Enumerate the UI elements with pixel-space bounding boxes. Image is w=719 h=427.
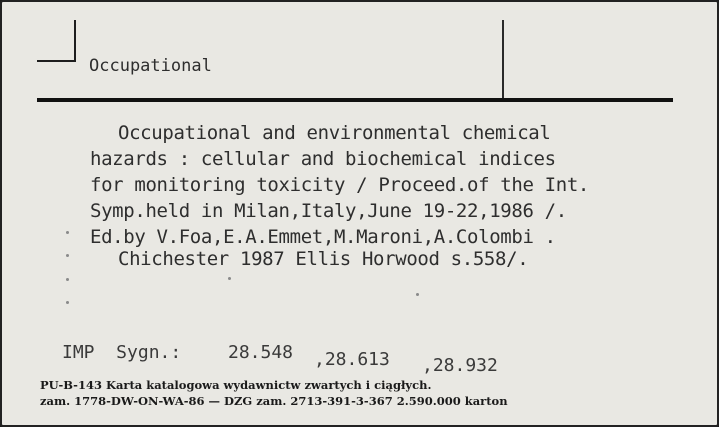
paper-speck <box>66 278 69 281</box>
description-line-3: for monitoring toxicity / Proceed.of the Int. <box>90 174 590 196</box>
printer-footer-line-2: zam. 1778-DW-ON-WA-86 — DZG zam. 2713-391-3-367 2.590.000 karton <box>40 394 508 408</box>
header-rule <box>37 98 673 102</box>
paper-speck <box>66 301 69 304</box>
signature-number-2: ,28.613 <box>314 349 390 370</box>
description-line-6: Chichester 1987 Ellis Horwood s.558/. <box>118 248 529 270</box>
description-line-5: Ed.by V.Foa,E.A.Emmet,M.Maroni,A.Colombi . <box>90 226 556 248</box>
paper-speck <box>66 254 69 257</box>
signature-number-3: ,28.932 <box>422 355 498 376</box>
header-column-divider <box>502 20 504 100</box>
paper-speck <box>66 231 69 234</box>
card-corner-mark-horizontal <box>37 60 76 62</box>
description-line-2: hazards : cellular and biochemical indices <box>90 148 556 170</box>
printer-footer-line-1: PU-B-143 Karta katalogowa wydawnictw zwartych i ciągłych. <box>40 378 432 392</box>
card-corner-mark <box>74 20 76 62</box>
signature-number-1: 28.548 <box>228 342 294 363</box>
subject-heading: Occupational <box>89 56 212 76</box>
description-line-1: Occupational and environmental chemical <box>118 122 551 144</box>
paper-speck <box>416 293 419 296</box>
paper-speck <box>228 277 231 280</box>
description-line-4: Symp.held in Milan,Italy,June 19-22,1986 /. <box>90 200 567 222</box>
signature-label: IMP Sygn.: <box>62 342 182 363</box>
